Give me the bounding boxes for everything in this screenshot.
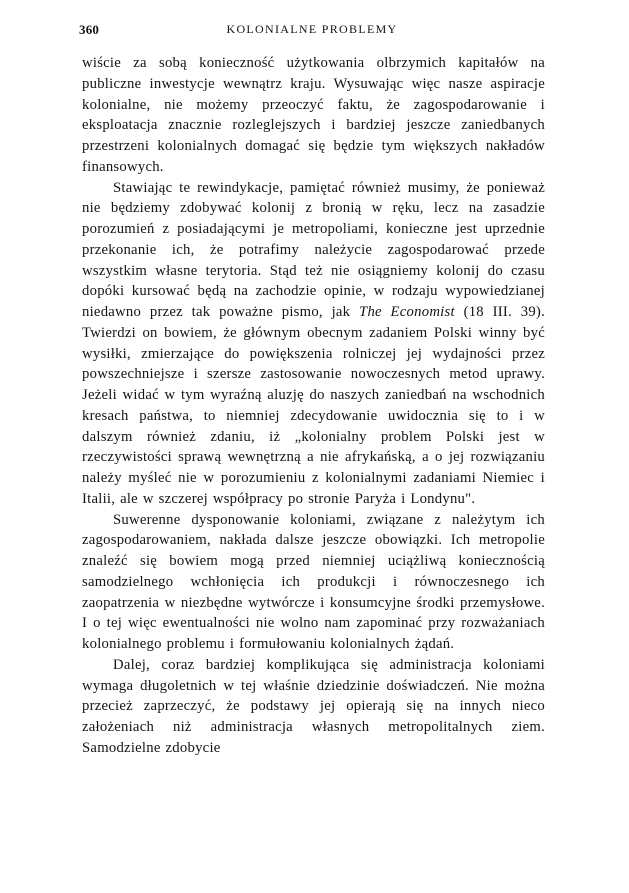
running-title: KOLONIALNE PROBLEMY bbox=[226, 22, 398, 36]
body-text bbox=[82, 53, 545, 759]
paragraph-1: wiście za sobą konieczność użytkowania olbrzymich kapitałów na publiczne inwestycje wewnątrz kraju. Wysuwając więc nasze aspiracje kolonialne, nie możemy przeoczyć faktu, że zagospodarowanie i eksploatacja znacznie rozleglejszych i bardziej jeszcze zaniedbanych przestrzeni kolonialnych domagać się będzie tym większych nakładów finansowych. bbox=[82, 55, 545, 175]
paragraph-4: Dalej, coraz bardziej komplikująca się administracja koloniami wymaga długoletnich w tej właśnie dziedzinie doświadczeń. Nie można przecież zaprzeczyć, że podstawy jej opierają się na innych nieco założeniach niż administracja własnych metropolitalnych ziem. Samodzielne zdobycie bbox=[82, 656, 545, 756]
paragraph-2-text-before: Stawiając te rewindykacje, pamiętać również musimy, że ponieważ nie będziemy zdobywać kolonij z bronią w ręku, lecz na zasadzie porozumień z posiadającymi je metropoliami, konieczne jest uprzednie przekonanie ich, że potrafimy należycie zagospodarować przede wszystkim własne terytoria. Stąd też nie osiągniemy kolonij do czasu dopóki kursować będą na zachodzie opinie, w rodzaju wypowiedzianej niedawno przez tak poważne pismo, jak bbox=[82, 179, 545, 320]
page-header bbox=[79, 22, 545, 38]
page-number: 360 bbox=[79, 22, 100, 37]
paragraph-2 bbox=[82, 178, 545, 510]
periodical-title: The Economist bbox=[359, 304, 455, 320]
paragraph-3: Suwerenne dysponowanie koloniami, związane z należytym ich zagospodarowaniem, nakłada dalsze jeszcze obowiązki. Ich metropolie znaleźć się bowiem mogą przed niemniej uciążliwą koniecznością samodzielnego wchłonięcia ich produkcji i równoczesnego ich zaopatrzenia w niezbędne wytwórcze i konsumcyjne środki przemysłowe. I o tej więc ewentualności nie wolno nam zapominać przy rozważaniach kolonialnego problemu i formułowaniu kolonialnych żądań. bbox=[82, 511, 545, 652]
paragraph-2-text-after: (18 III. 39). Twierdzi on bowiem, że głównym obecnym zadaniem Polski winny być wysiłki, zmierzające do powiększenia rolniczej jej wydajności przez powszechniejsze i szersze zastosowanie nowoczesnych metod uprawy. Jeżeli widać w tym wyraźną aluzję do naszych zaniedbań na wschodnich kresach państwa, to niemniej zdecydowanie uwidocznia się to i w dalszym również zdaniu, iż „kolonialny problem Polski jest w rzeczywistości sprawą wewnętrzną a nie afrykańską, a o jej rozwiązaniu należy myśleć nie w porozumieniu z kolonialnymi zadaniami Niemiec i Italii, ale w szczerej współpracy po stronie Paryża i Londynu". bbox=[82, 304, 545, 507]
